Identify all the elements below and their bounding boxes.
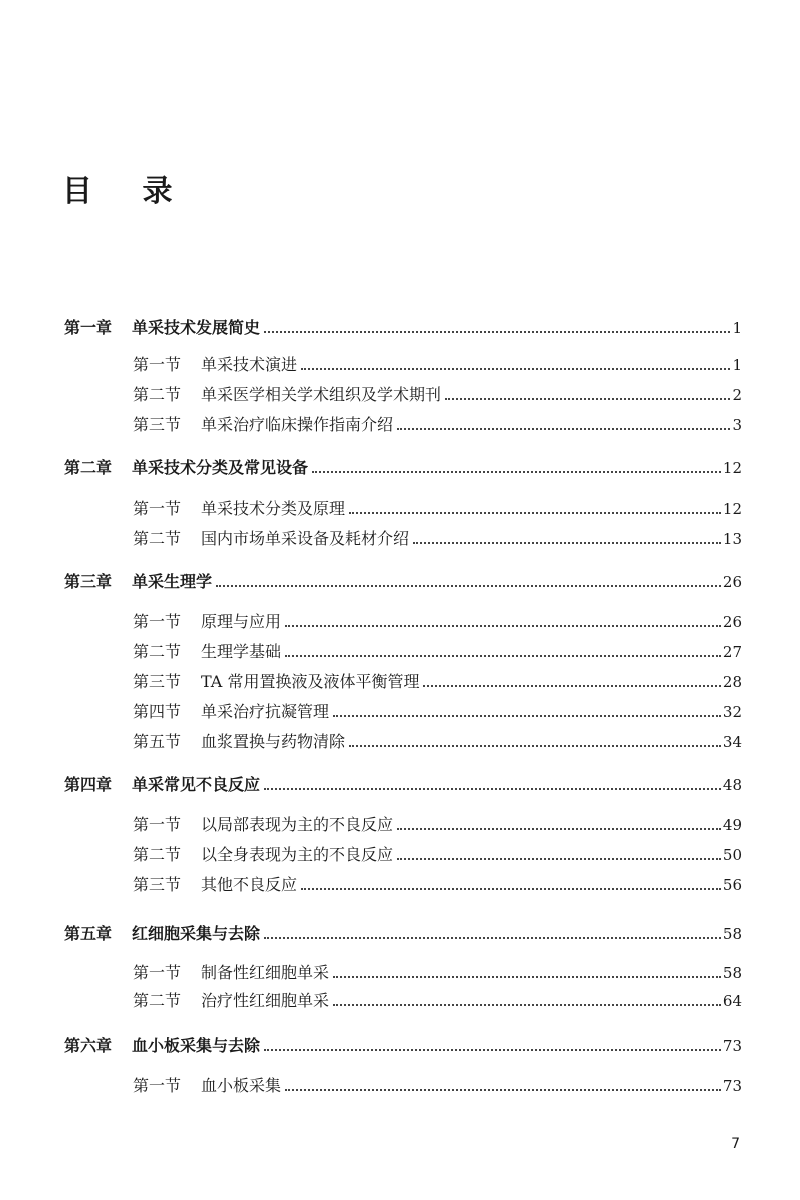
toc-section-entry[interactable] — [133, 835, 742, 865]
toc-section-entry[interactable] — [133, 632, 742, 662]
section-label: 第一节 — [133, 1076, 182, 1095]
dot-leader — [285, 625, 721, 627]
dot-leader — [301, 368, 730, 370]
entry-page-number: 12 — [722, 500, 742, 518]
entry-page-number: 2 — [732, 386, 742, 404]
dot-leader — [285, 1089, 721, 1091]
toc-section-entry[interactable] — [133, 805, 742, 835]
section-label: 第四节 — [133, 702, 182, 721]
toc-section-entry[interactable] — [133, 602, 742, 632]
section-label: 第一节 — [133, 355, 182, 374]
toc-section-entry[interactable] — [133, 662, 742, 692]
dot-leader — [397, 828, 721, 830]
entry-page-number: 56 — [722, 876, 742, 894]
chapter-title: 单采技术分类及常见设备 — [132, 458, 309, 477]
section-title: 原理与应用 — [201, 612, 282, 631]
toc-chapter-entry[interactable] — [64, 1026, 742, 1056]
section-label: 第一节 — [133, 815, 182, 834]
section-title: 以全身表现为主的不良反应 — [201, 845, 394, 864]
toc-section-entry[interactable] — [133, 981, 742, 1011]
page-number: 7 — [731, 1136, 740, 1152]
entry-page-number: 1 — [732, 319, 742, 337]
toc-chapter-entry[interactable] — [64, 914, 742, 944]
toc-chapter-entry[interactable] — [64, 765, 742, 795]
entry-page-number: 26 — [722, 573, 742, 591]
entry-page-number: 64 — [722, 992, 742, 1010]
dot-leader — [285, 655, 721, 657]
section-label: 第一节 — [133, 612, 182, 631]
toc-section-entry[interactable] — [133, 692, 742, 722]
section-title: 治疗性红细胞单采 — [201, 991, 330, 1010]
section-title: 单采技术分类及原理 — [201, 499, 346, 518]
section-title: 血小板采集 — [201, 1076, 282, 1095]
section-title: 生理学基础 — [201, 642, 282, 661]
section-label: 第一节 — [133, 963, 182, 982]
toc-chapter-entry[interactable] — [64, 562, 742, 592]
chapter-title: 单采技术发展简史 — [132, 318, 261, 337]
entry-page-number: 73 — [722, 1077, 742, 1095]
toc-section-entry[interactable] — [133, 519, 742, 549]
entry-page-number: 27 — [722, 643, 742, 661]
dot-leader — [333, 1004, 721, 1006]
chapter-title: 单采生理学 — [132, 572, 213, 591]
chapter-label: 第三章 — [64, 572, 113, 591]
entry-page-number: 50 — [722, 846, 742, 864]
dot-leader — [445, 398, 730, 400]
page-title: 目 录 — [62, 174, 193, 209]
section-title: 以局部表现为主的不良反应 — [201, 815, 394, 834]
entry-page-number: 3 — [732, 416, 742, 434]
entry-page-number: 58 — [722, 925, 742, 943]
entry-page-number: 34 — [722, 733, 742, 751]
entry-page-number: 73 — [722, 1037, 742, 1055]
toc-chapter-entry[interactable] — [64, 448, 742, 478]
dot-leader — [333, 715, 721, 717]
entry-page-number: 26 — [722, 613, 742, 631]
section-label: 第三节 — [133, 415, 182, 434]
toc-section-entry[interactable] — [133, 375, 742, 405]
section-title: 单采治疗抗凝管理 — [201, 702, 330, 721]
section-label: 第二节 — [133, 845, 182, 864]
entry-page-number: 49 — [722, 816, 742, 834]
chapter-title: 单采常见不良反应 — [132, 775, 261, 794]
dot-leader — [301, 888, 721, 890]
section-label: 第一节 — [133, 499, 182, 518]
dot-leader — [264, 331, 730, 333]
dot-leader — [216, 585, 721, 587]
section-title: 单采医学相关学术组织及学术期刊 — [201, 385, 442, 404]
dot-leader — [349, 745, 721, 747]
entry-page-number: 32 — [722, 703, 742, 721]
toc-chapter-entry[interactable] — [64, 308, 742, 338]
toc-section-entry[interactable] — [133, 345, 742, 375]
section-title: 其他不良反应 — [201, 875, 298, 894]
section-title: 制备性红细胞单采 — [201, 963, 330, 982]
toc-section-entry[interactable] — [133, 953, 742, 983]
section-label: 第二节 — [133, 529, 182, 548]
entry-page-number: 58 — [722, 964, 742, 982]
toc-section-entry[interactable] — [133, 489, 742, 519]
section-title: 单采技术演进 — [201, 355, 298, 374]
entry-page-number: 1 — [732, 356, 742, 374]
chapter-label: 第五章 — [64, 924, 113, 943]
entry-page-number: 28 — [722, 673, 742, 691]
toc-section-entry[interactable] — [133, 1066, 742, 1096]
entry-page-number: 12 — [722, 459, 742, 477]
dot-leader — [413, 542, 721, 544]
section-label: 第五节 — [133, 732, 182, 751]
entry-page-number: 13 — [722, 530, 742, 548]
chapter-label: 第二章 — [64, 458, 113, 477]
toc-section-entry[interactable] — [133, 865, 742, 895]
chapter-label: 第一章 — [64, 318, 113, 337]
section-label: 第二节 — [133, 991, 182, 1010]
dot-leader — [264, 788, 721, 790]
dot-leader — [312, 471, 721, 473]
dot-leader — [333, 976, 721, 978]
section-title: 血浆置换与药物清除 — [201, 732, 346, 751]
chapter-label: 第四章 — [64, 775, 113, 794]
dot-leader — [349, 512, 721, 514]
toc-section-entry[interactable] — [133, 722, 742, 752]
chapter-title: 血小板采集与去除 — [132, 1036, 261, 1055]
chapter-label: 第六章 — [64, 1036, 113, 1055]
entry-page-number: 48 — [722, 776, 742, 794]
dot-leader — [397, 858, 721, 860]
dot-leader — [264, 937, 721, 939]
section-title: 国内市场单采设备及耗材介绍 — [201, 529, 410, 548]
dot-leader — [423, 685, 720, 687]
section-title: TA 常用置换液及液体平衡管理 — [201, 672, 420, 691]
dot-leader — [264, 1049, 721, 1051]
dot-leader — [397, 428, 730, 430]
section-title: 单采治疗临床操作指南介绍 — [201, 415, 394, 434]
section-label: 第三节 — [133, 875, 182, 894]
section-label: 第二节 — [133, 385, 182, 404]
chapter-title: 红细胞采集与去除 — [132, 924, 261, 943]
section-label: 第三节 — [133, 672, 182, 691]
toc-section-entry[interactable] — [133, 405, 742, 435]
section-label: 第二节 — [133, 642, 182, 661]
